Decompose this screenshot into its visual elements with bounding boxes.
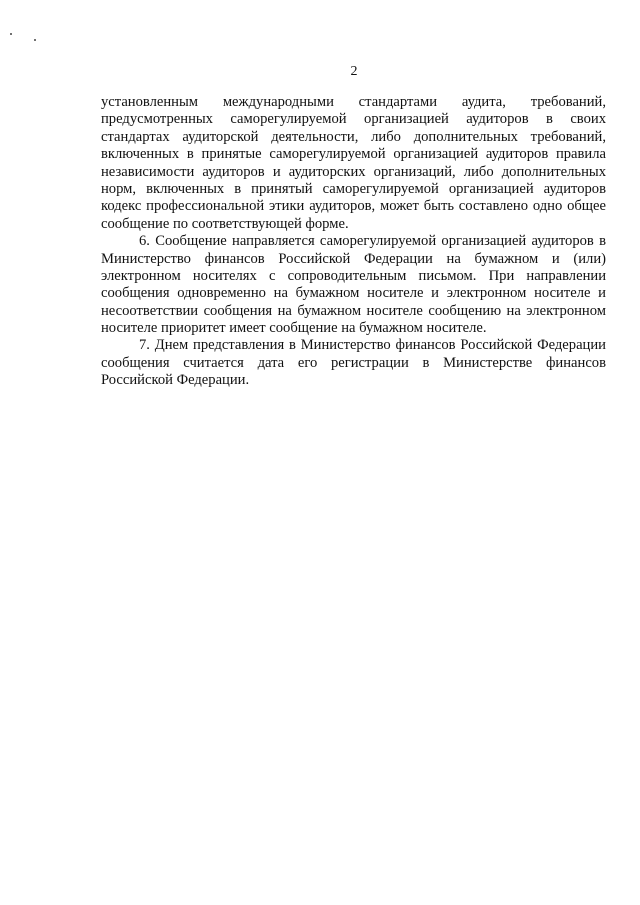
text-line: стандартах аудиторской деятельности, либо дополнительных требований, <box>101 128 606 145</box>
text-line: электронном носителях с сопроводительным письмом. При направлении <box>101 267 606 284</box>
text-line: предусмотренных саморегулируемой организацией аудиторов в своих <box>101 111 606 128</box>
text-line: 7. Днем представления в Министерство финансов Российской Федерации <box>139 337 606 354</box>
text-line: сообщение по соответствующей форме. <box>101 215 349 232</box>
text-line: норм, включенных в принятый саморегулируемой организацией аудиторов <box>101 180 606 197</box>
text-line: несоответствии сообщения на бумажном носителе сообщению на электронном <box>101 302 606 319</box>
paragraph-7 <box>101 337 606 389</box>
text-line: сообщения одновременно на бумажном носителе и электронном носителе и <box>101 285 606 302</box>
text-line: сообщения считается дата его регистрации в Министерстве финансов <box>101 354 606 371</box>
scan-speck <box>34 39 36 41</box>
text-line: установленным международными стандартами аудита, требований, <box>101 94 606 110</box>
text-line: носителе приоритет имеет сообщение на бумажном носителе. <box>101 320 487 337</box>
text-line: кодекс профессиональной этики аудиторов, может быть составлено одно общее <box>101 198 606 215</box>
text-line: 6. Сообщение направляется саморегулируемой организацией аудиторов в <box>139 233 606 250</box>
paragraph-6 <box>101 233 606 337</box>
page-number: 2 <box>350 64 358 79</box>
document-body <box>101 94 606 390</box>
text-line: Министерство финансов Российской Федерации на бумажном и (или) <box>101 250 606 267</box>
text-line: независимости аудиторов и аудиторских организаций, либо дополнительных <box>101 163 606 180</box>
paragraph-continuation <box>101 94 606 233</box>
text-line: включенных в принятые саморегулируемой организацией аудиторов правила <box>101 146 606 163</box>
text-line: Российской Федерации. <box>101 372 250 389</box>
scan-speck <box>10 33 12 35</box>
